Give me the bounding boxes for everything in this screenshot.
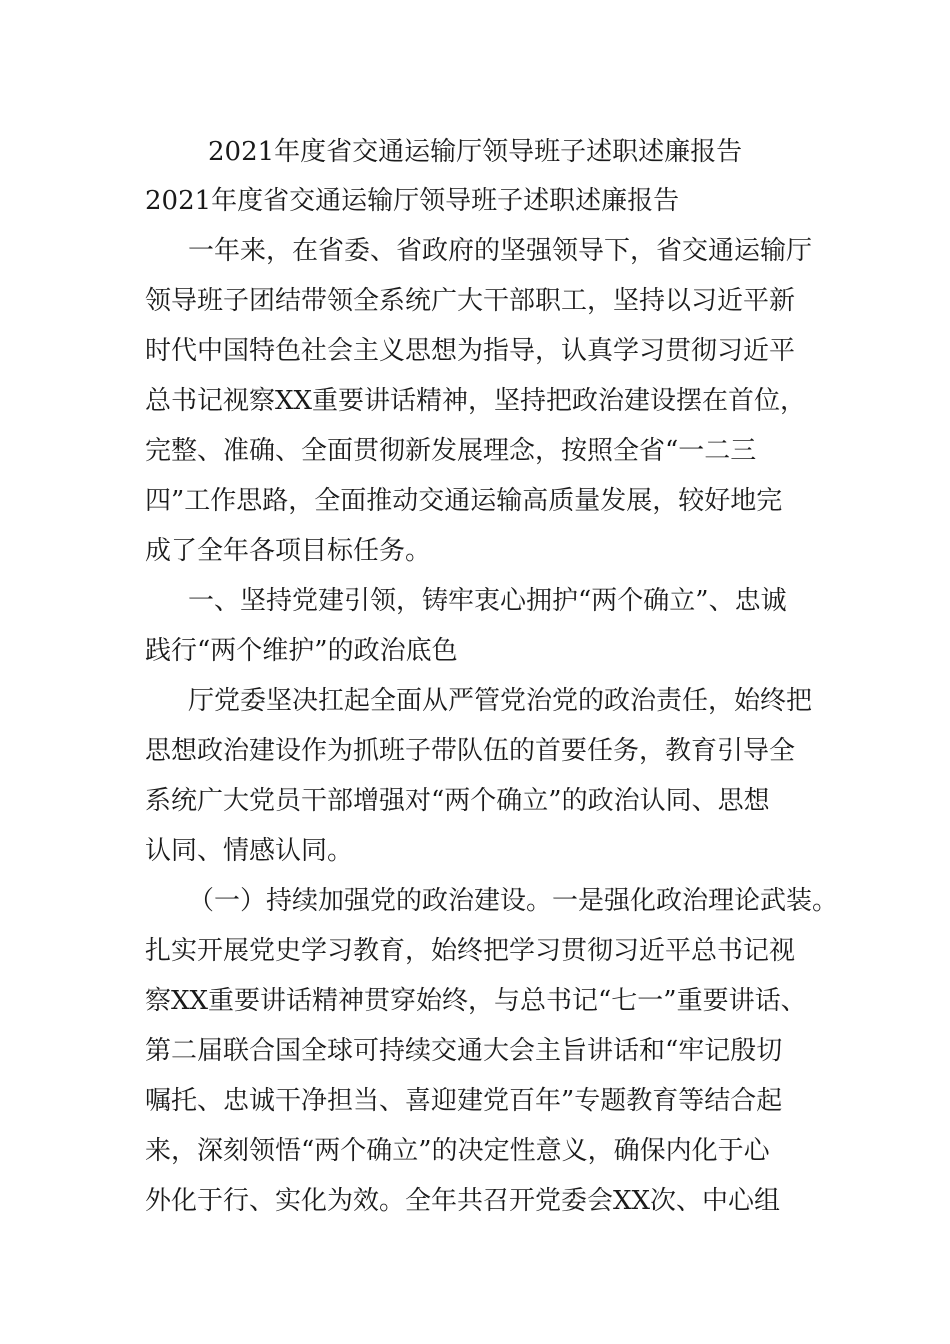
paragraph-line: 领导班子团结带领全系统广大干部职工，坚持以习近平新 [145,286,796,316]
paragraph-line: 系统广大党员干部增强对“两个确立”的政治认同、思想 [145,786,770,816]
paragraph-line: 完整、准确、全面贯彻新发展理念，按照全省“一二三 [145,436,757,466]
document-title: 2021年度省交通运输厅领导班子述职述廉报告 [208,137,743,167]
document-subtitle: 2021年度省交通运输厅领导班子述职述廉报告 [145,186,680,216]
paragraph-line: 外化于行、实化为效。全年共召开党委会XX次、中心组 [145,1186,781,1216]
paragraph-line: 总书记视察XX重要讲话精神，坚持把政治建设摆在首位， [145,386,807,416]
paragraph-line: 嘱托、忠诚干净担当、喜迎建党百年”专题教育等结合起 [145,1086,783,1116]
paragraph-line: 来，深刻领悟“两个确立”的决定性意义，确保内化于心 [145,1136,770,1166]
paragraph-line: 扎实开展党史学习教育，始终把学习贯彻习近平总书记视 [145,936,796,966]
paragraph-line: 一年来，在省委、省政府的坚强领导下，省交通运输厅 [188,236,813,266]
paragraph-line: 时代中国特色社会主义思想为指导，认真学习贯彻习近平 [145,336,796,366]
paragraph-line: 四”工作思路，全面推动交通运输高质量发展，较好地完 [145,486,783,516]
paragraph-line: （一）持续加强党的政治建设。一是强化政治理论武装。 [188,886,839,916]
paragraph-line: 察XX重要讲话精神贯穿始终，与总书记“七一”重要讲话、 [145,986,807,1016]
section-heading-line: 一、坚持党建引领，铸牢衷心拥护“两个确立”、忠诚 [188,586,787,616]
paragraph-line: 思想政治建设作为抓班子带队伍的首要任务，教育引导全 [145,736,796,766]
paragraph-line: 成了全年各项目标任务。 [145,536,432,566]
paragraph-line: 第二届联合国全球可持续交通大会主旨讲话和“牢记殷切 [145,1036,783,1066]
paragraph-line: 认同、情感认同。 [145,836,354,866]
paragraph-line: 厅党委坚决扛起全面从严管党治党的政治责任，始终把 [188,686,813,716]
section-heading-line: 践行“两个维护”的政治底色 [145,636,458,666]
